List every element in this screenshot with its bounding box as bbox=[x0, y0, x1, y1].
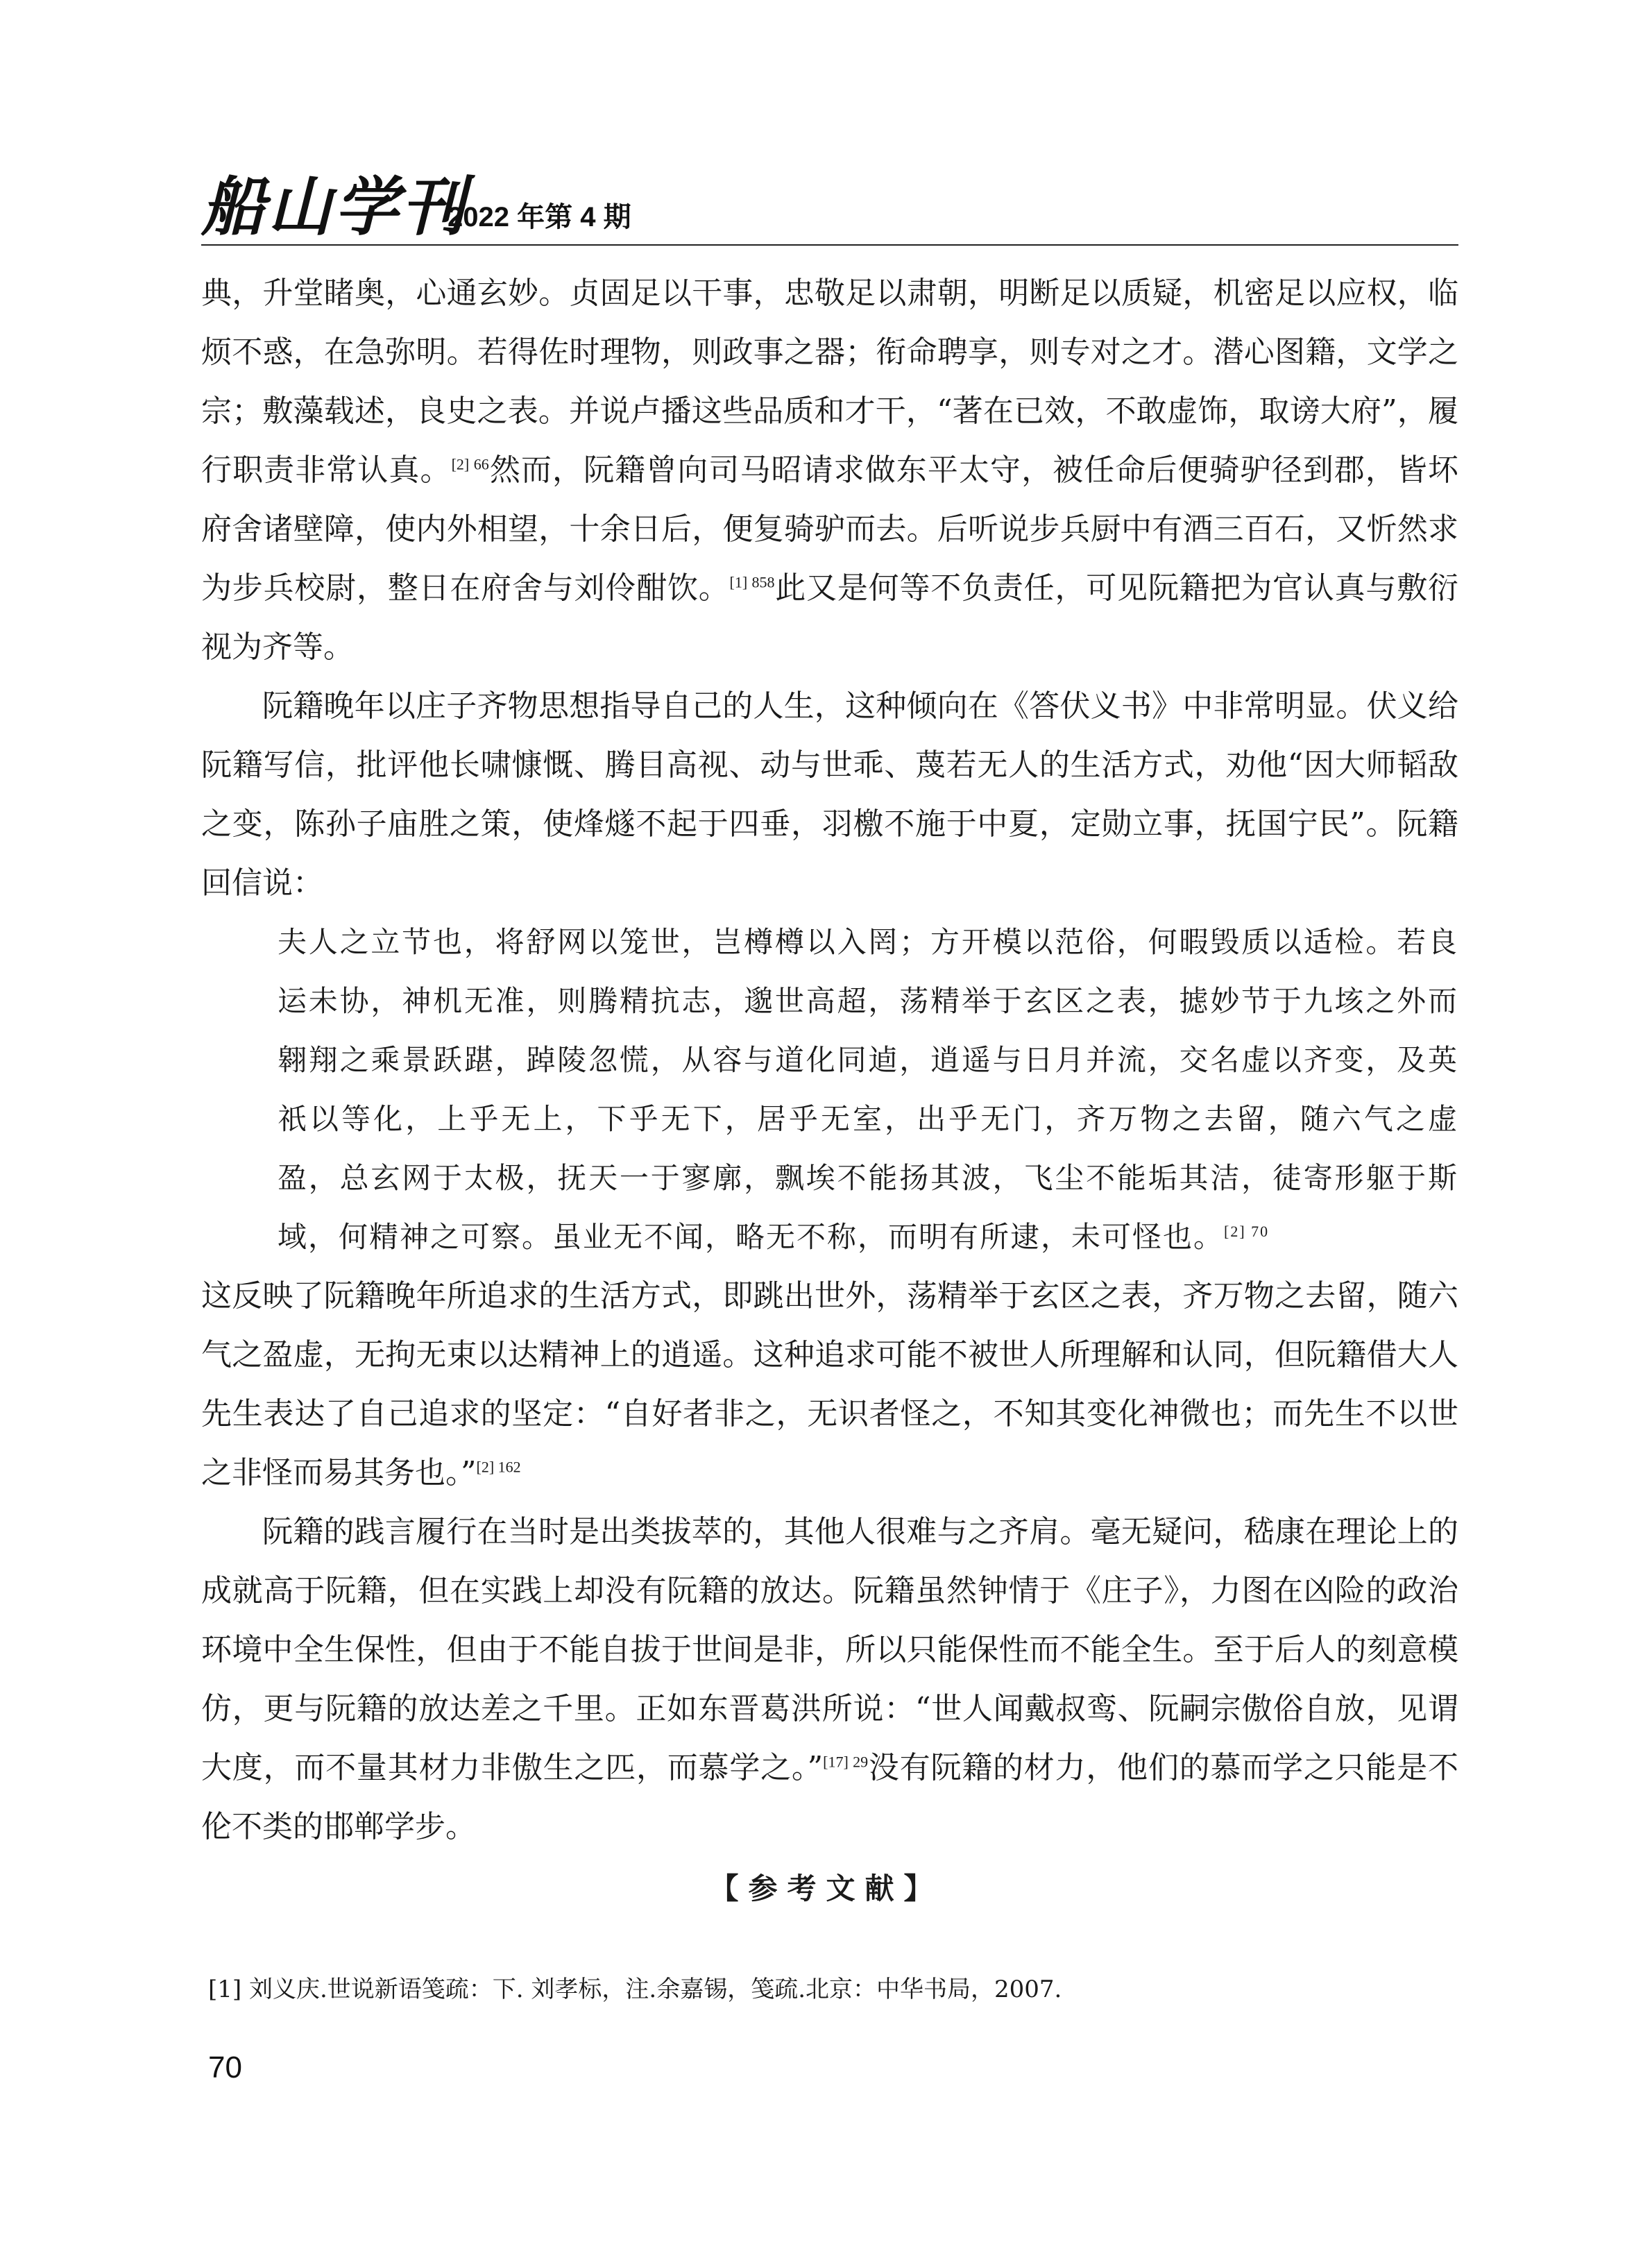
paragraph-3 bbox=[201, 1266, 1458, 1502]
paragraph-1-text-b: 然而，阮籍曾向司马昭请求做东平太守，被任命后便骑驴径到郡，皆坏府舍诸壁障，使内外相望，十余日后，便复骑驴而去。后听说步兵厨中有酒三百石，又忻然求为步兵校尉，整日在府舍与刘伶酣饮。 bbox=[201, 452, 1459, 606]
journal-masthead: 船山学刊 bbox=[201, 169, 468, 244]
paragraph-4-text-a: 阮籍的践言履行在当时是出类拔萃的，其他人很难与之齐肩。毫无疑问，嵇康在理论上的成就高于阮籍，但在实践上却没有阮籍的放达。阮籍虽然钟情于《庄子》，力图在凶险的政治环境中全生保性，但由于不能自拔于世间是非，所以只能保性而不能全生。至于后人的刻意模仿，更与阮籍的放达差之千里。正如东晋葛洪所说：“世人闻戴叔鸾、阮嗣宗傲俗自放，见谓大度，而不量其材力非傲生之匹，而慕学之。” bbox=[201, 1514, 1458, 1785]
citation: [2] 70 bbox=[1224, 1223, 1270, 1240]
journal-header bbox=[201, 169, 1458, 244]
paragraph-1 bbox=[201, 264, 1458, 677]
issue-label: 2022 年第 4 期 bbox=[448, 202, 631, 232]
paragraph-2: 阮籍晚年以庄子齐物思想指导自己的人生，这种倾向在《答伏义书》中非常明显。伏义给阮籍写信，批评他长啸慷慨、腾目高视、动与世乖、蔑若无人的生活方式，劝他“因大师韬敌之变，陈孙子庙胜之策，使烽燧不起于四垂，羽檄不施于中夏，定勋立事，抚国宁民”。阮籍回信说： bbox=[201, 688, 1458, 901]
block-quote bbox=[278, 912, 1458, 1266]
paragraph-1-text-a: 典，升堂睹奥，心通玄妙。贞固足以干事，忠敬足以肃朝，明断足以质疑，机密足以应权，临烦不惑，在急弥明。若得佐时理物，则政事之器；衔命聘享，则专对之才。潜心图籍，文学之宗；敷藻载述，良史之表。并说卢播这些品质和才干，“著在已效，不敢虚饰，取谤大府”，履行职责非常认真。 bbox=[201, 275, 1458, 488]
paragraph-4-text-b: 没有阮籍的材力，他们的慕而学之只能是不伦不类的邯郸学步。 bbox=[201, 1750, 1458, 1844]
reference-item: [1] 刘义庆.世说新语笺疏：下. 刘孝标，注.余嘉锡，笺疏.北京：中华书局，2007. bbox=[208, 1976, 1062, 2003]
paragraph-4 bbox=[201, 1502, 1458, 1856]
header-rule bbox=[201, 244, 1458, 246]
paragraph-3-text: 这反映了阮籍晚年所追求的生活方式，即跳出世外，荡精举于玄区之表，齐万物之去留，随六气之盈虚，无拘无束以达精神上的逍遥。这种追求可能不被世人所理解和认同，但阮籍借大人先生表达了自己追求的坚定：“自好者非之，无识者怪之，不知其变化神微也；而先生不以世之非怪而易其务也。” bbox=[201, 1278, 1458, 1491]
citation: [2] 162 bbox=[476, 1458, 521, 1476]
citation: [2] 66 bbox=[451, 455, 489, 473]
citation: [17] 29 bbox=[823, 1753, 869, 1771]
block-quote-text: 夫人之立节也，将舒网以笼世，岂樽樽以入罔；方开模以范俗，何暇毁质以适检。若良运未协，神机无准，则腾精抗志，邈世高超，荡精举于玄区之表，摅妙节于九垓之外而翱翔之乘景跃踸，踔陵忽慌，从容与道化同逌，逍遥与日月并流，交名虚以齐变，及英祇以等化，上乎无上，下乎无下，居乎无室，出乎无门，齐万物之去留，随六气之虚盈，总玄网于太极，抚天一于寥廓，飘埃不能扬其波，飞尘不能垢其洁，徒寄形躯于斯域，何精神之可察。虽业无不闻，略无不称，而明有所逮，未可怪也。 bbox=[278, 925, 1458, 1254]
references-title: 【参考文献】 bbox=[709, 1871, 943, 1905]
page-number: 70 bbox=[208, 2050, 242, 2084]
citation: [1] 858 bbox=[729, 573, 775, 591]
paragraph-1-text-c: 此又是何等不负责任，可见阮籍把为官认真与敷衍视为齐等。 bbox=[201, 570, 1459, 665]
article-body bbox=[201, 264, 1458, 1856]
